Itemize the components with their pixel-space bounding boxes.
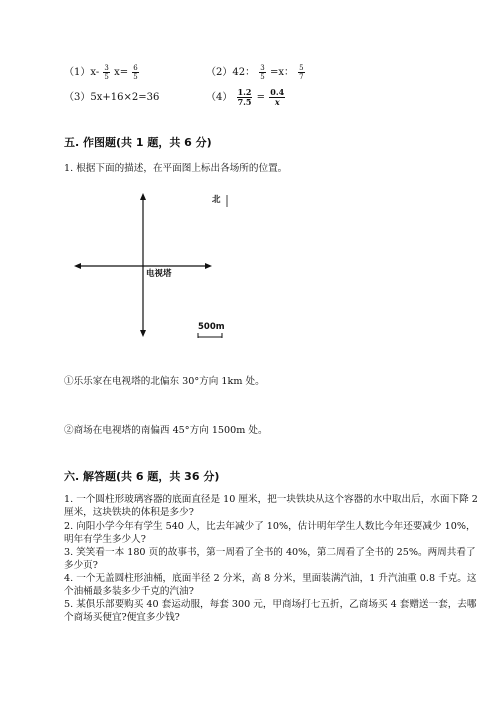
fraction-numerator: 3: [260, 64, 265, 72]
fraction-numerator: 0.4: [270, 87, 285, 97]
equation-term: x-: [90, 67, 100, 78]
fraction-numerator: 6: [133, 64, 138, 72]
fraction-denominator: 7.5: [237, 97, 252, 107]
fraction: [132, 64, 138, 81]
fraction-denominator: 5: [133, 73, 138, 81]
equals-sign: =: [256, 92, 266, 103]
fraction-numerator: 1.2: [237, 87, 252, 97]
question-text: 1. 根据下面的描述，在平面图上标出各场所的位置。: [64, 163, 288, 174]
north-label: 北: [212, 195, 221, 205]
problem-1: 1. 一个圆柱形玻璃容器的底面直径是 10 厘米，把一块铁块从这个容器的水中取出后，水面下降 2 厘米，这块铁块的体积是多少?: [64, 494, 478, 519]
fraction: [237, 88, 253, 107]
north-arrow-head: [140, 193, 146, 200]
equation-number: （3）: [64, 92, 91, 103]
equation-term: 5x+16×2=36: [90, 92, 160, 103]
west-arrow-head: [74, 263, 81, 269]
equation-term: x=: [114, 67, 129, 78]
fraction-denominator: x: [274, 97, 280, 107]
map-diagram: [70, 185, 230, 345]
problem-4: 4. 一个无盖圆柱形油桶，底面半径 2 分米，高 8 分米，里面装满汽油，1 升汽油重 0.8 千克。这个油桶最多装多少千克的汽油?: [64, 573, 477, 598]
fraction-numerator: 3: [104, 64, 109, 72]
fraction: [298, 64, 304, 81]
fraction: [269, 88, 285, 107]
equation-term: 42：: [232, 67, 256, 78]
fraction-denominator: 5: [260, 73, 265, 81]
instruction-item-1: ①乐乐家在电视塔的北偏东 30°方向 1km 处。: [64, 376, 265, 387]
problem-3: 3. 笑笑看一本 180 页的故事书，第一周看了全书的 40%，第二周看了全书的 25%。两周共看了多少页?: [64, 547, 476, 572]
equation-number: （2）: [206, 67, 233, 78]
fraction-numerator: 5: [299, 64, 304, 72]
east-arrow-head: [205, 263, 212, 269]
tv-tower-label: 电视塔: [146, 269, 172, 279]
fraction-denominator: 7: [299, 73, 304, 81]
equation-3: [64, 91, 159, 105]
section-title: 五. 作图题(共 1 题，共 6 分): [64, 136, 212, 149]
instruction-item-2: ②商场在电视塔的南偏西 45°方向 1500m 处。: [64, 425, 268, 436]
section-title: 六. 解答题(共 6 题，共 36 分): [64, 470, 220, 483]
equation-number: （1）: [64, 67, 91, 78]
problem-2: 2. 向阳小学今年有学生 540 人，比去年减少了 10%，估计明年学生人数比今年还要减少 10%，明年有学生多少人?: [64, 521, 476, 546]
south-arrow-head: [140, 330, 146, 337]
equation-4: [206, 88, 286, 107]
equation-number: （4）: [206, 92, 233, 103]
fraction: [259, 64, 265, 81]
scale-label: 500m: [198, 322, 225, 332]
problem-5: 5. 某俱乐部要购买 40 套运动服，每套 300 元，甲商场打七五折，乙商场买 4 套赠送一套，去哪个商场买便宜?便宜多少钱?: [64, 599, 477, 624]
equation-2: [206, 64, 306, 81]
fraction-denominator: 5: [104, 73, 109, 81]
equation-1: [64, 64, 140, 81]
fraction: [103, 64, 109, 81]
equation-term: =x：: [269, 67, 294, 78]
